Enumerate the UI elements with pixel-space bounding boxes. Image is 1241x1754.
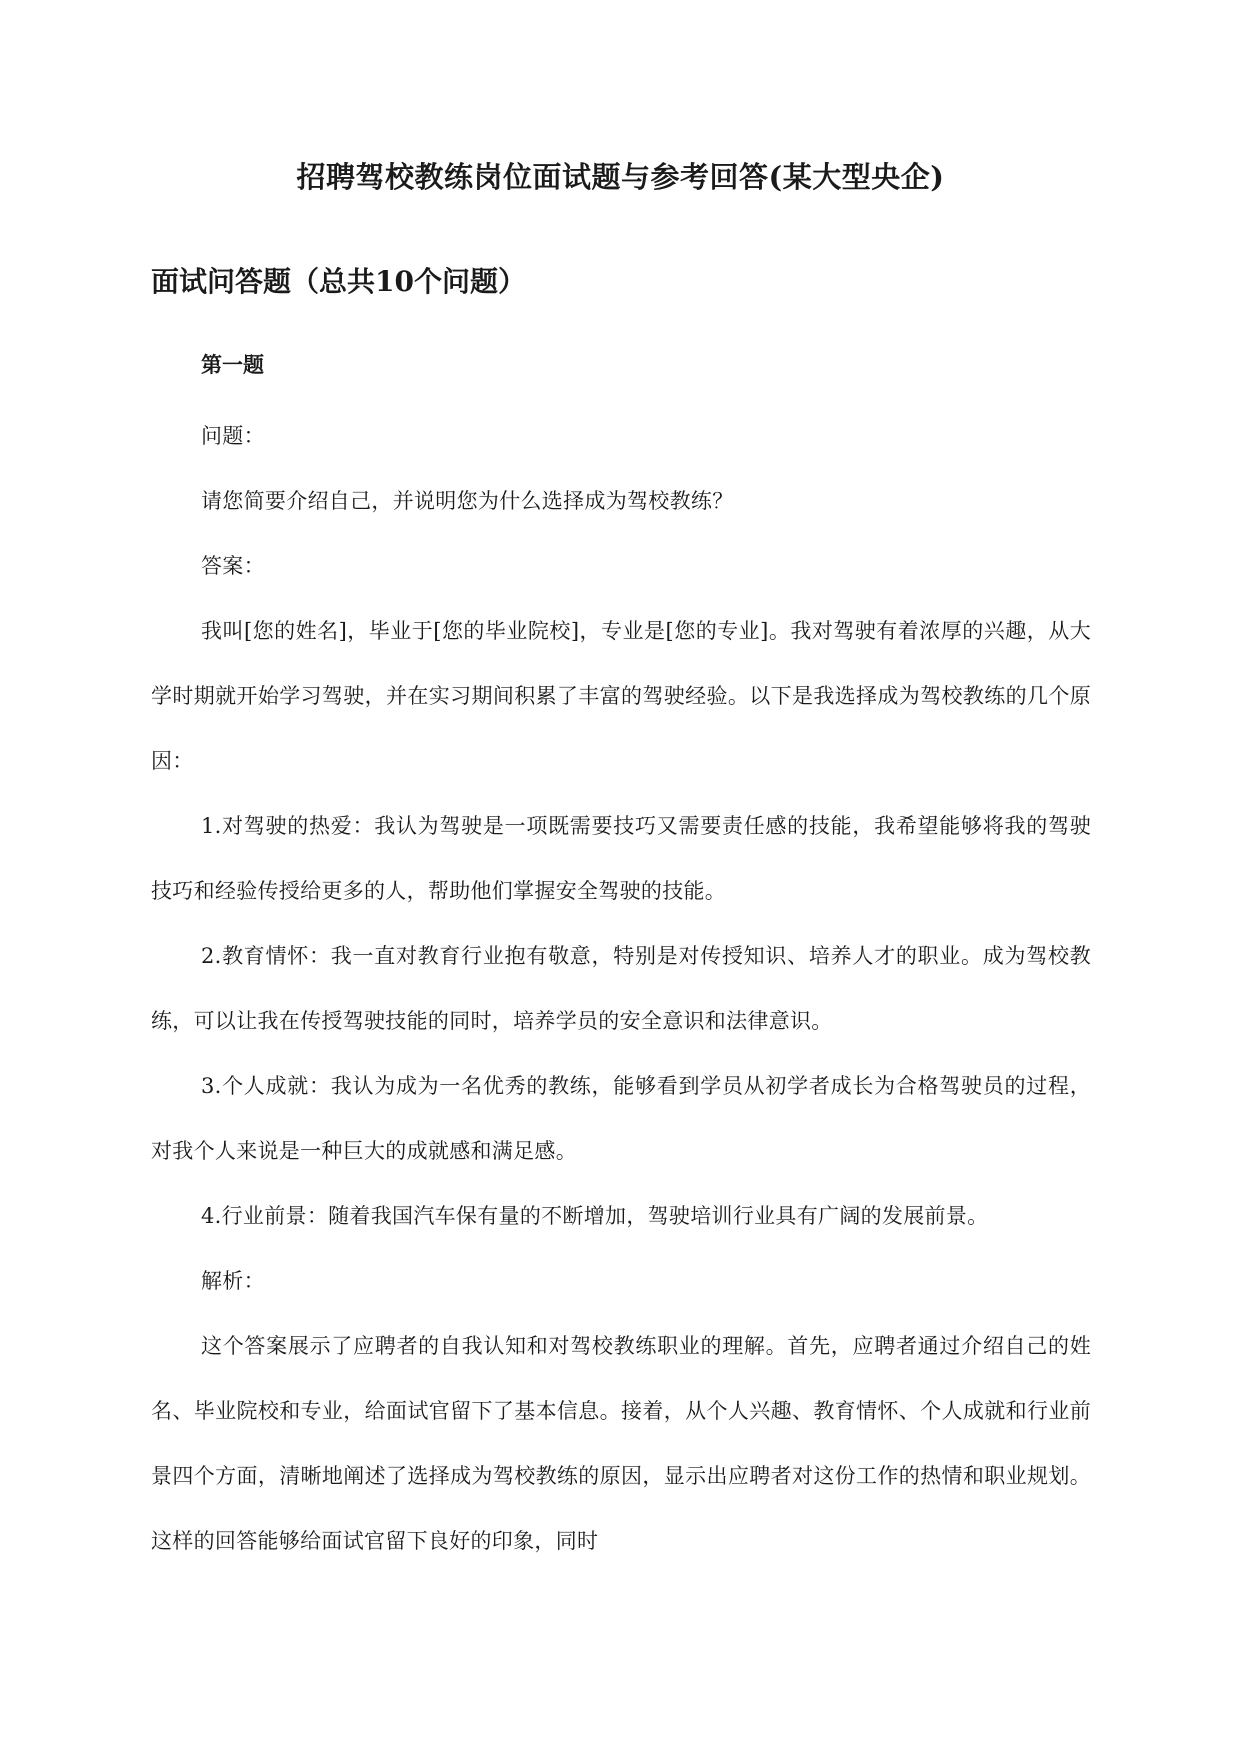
- question-content: [151, 404, 1091, 1574]
- question-label: 问题：: [201, 424, 265, 448]
- reason-item: 2.教育情怀：我一直对教育行业抱有敬意，特别是对传授知识、培养人才的职业。成为驾校教练，可以让我在传授驾驶技能的同时，培养学员的安全意识和法律意识。: [151, 944, 1091, 1033]
- analysis-label: 解析：: [201, 1269, 265, 1293]
- document-title: 招聘驾校教练岗位面试题与参考回答(某大型央企): [296, 160, 945, 194]
- answer-label: 答案：: [201, 554, 265, 578]
- reason-item: 3.个人成就：我认为成为一名优秀的教练，能够看到学员从初学者成长为合格驾驶员的过程，对我个人来说是一种巨大的成就感和满足感。: [151, 1074, 1091, 1163]
- reason-item: 4.行业前景：随着我国汽车保有量的不断增加，驾驶培训行业具有广阔的发展前景。: [201, 1204, 989, 1228]
- analysis-text: 这个答案展示了应聘者的自我认知和对驾校教练职业的理解。首先，应聘者通过介绍自己的姓名、毕业院校和专业，给面试官留下了基本信息。接着，从个人兴趣、教育情怀、个人成就和行业前景四个方面，清晰地阐述了选择成为驾校教练的原因，显示出应聘者对这份工作的热情和职业规划。这样的回答能够给面试官留下良好的印象，同时: [151, 1334, 1091, 1553]
- answer-intro: 我叫[您的姓名]，毕业于[您的毕业院校]，专业是[您的专业]。我对驾驶有着浓厚的兴趣，从大学时期就开始学习驾驶，并在实习期间积累了丰富的驾驶经验。以下是我选择成为驾校教练的几个原因：: [151, 619, 1091, 773]
- question-text: 请您简要介绍自己，并说明您为什么选择成为驾校教练？: [201, 489, 734, 513]
- section-heading: 面试问答题（总共10个问题）: [151, 265, 526, 298]
- reason-item: 1.对驾驶的热爱：我认为驾驶是一项既需要技巧又需要责任感的技能，我希望能够将我的驾驶技巧和经验传授给更多的人，帮助他们掌握安全驾驶的技能。: [151, 814, 1091, 903]
- question-heading: 第一题: [201, 352, 264, 377]
